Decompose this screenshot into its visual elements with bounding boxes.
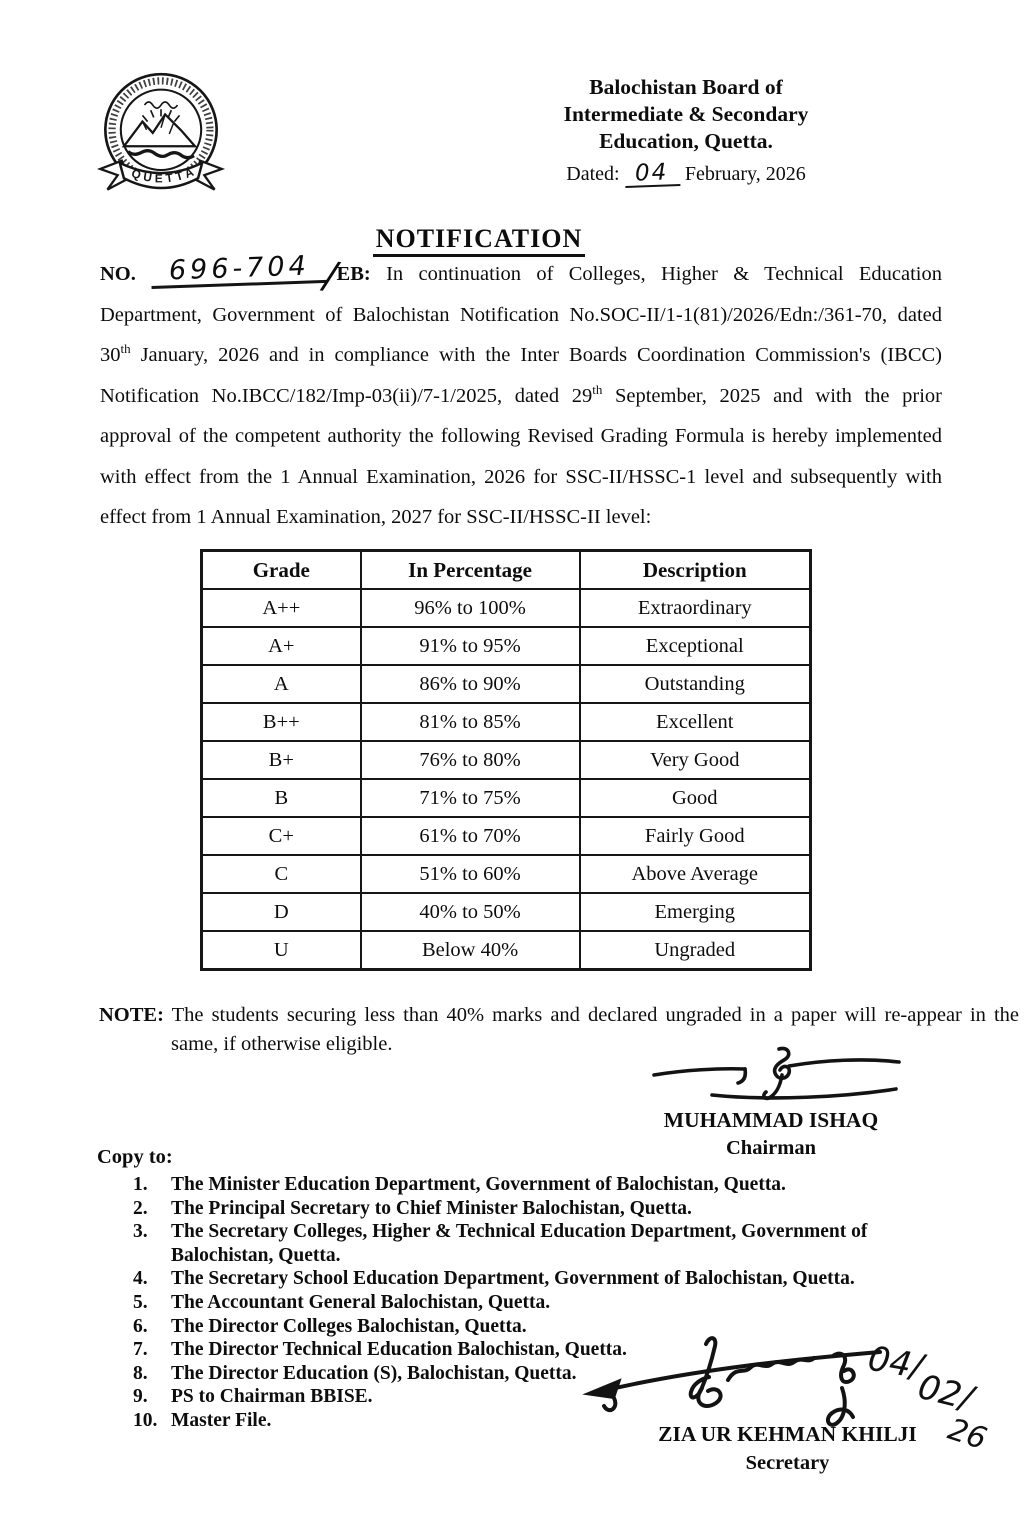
grade-cell: Very Good [580,741,811,779]
ordinal-suffix: th [120,341,131,357]
grading-column-header: Grade [202,551,361,590]
grade-cell: Ungraded [580,931,811,970]
grade-row [202,665,811,703]
dated-rest: February, 2026 [684,163,806,185]
grading-column-header: Description [580,551,811,590]
copy-to-item-number: 10. [133,1409,158,1431]
copy-to-item-number: 4. [133,1268,148,1290]
grade-row [202,741,811,779]
org-header [518,74,854,188]
grade-cell: Outstanding [580,665,811,703]
secretary-date-part-3: 26 [943,1411,991,1458]
grade-cell: U [202,931,361,970]
seal-banner-text: QUETTA [129,163,200,186]
grade-row [202,855,811,893]
copy-to-label: Copy to: [97,1146,173,1168]
grade-cell: 91% to 95% [361,627,580,665]
copy-to-item-number: 5. [133,1291,148,1313]
copy-to-item-text: The Accountant General Balochistan, Quetta. [171,1291,551,1313]
ref-slash: / [321,253,339,298]
grade-cell: B [202,779,361,817]
copy-to-item [133,1220,948,1267]
grade-cell: 40% to 50% [361,893,580,931]
dated-day-handwritten: 04 [624,161,680,188]
copy-to-item-number: 2. [133,1197,148,1219]
grade-cell: 81% to 85% [361,703,580,741]
ordinal-suffix: th [592,381,603,397]
secretary-date-part-2: 02/ [913,1366,977,1420]
grade-cell: C [202,855,361,893]
seal-ring-text [112,81,210,179]
grade-cell: B++ [202,703,361,741]
grade-cell: B+ [202,741,361,779]
seal-lower-band [128,151,194,158]
secretary-date-part-1: 04/ [864,1338,926,1388]
copy-to-item [133,1173,948,1197]
body-text-segment: In continuation of Colleges, Higher & Technical Education Department, Government of Balochistan Notification No.SOC-II/1-1(81)/2026/Edn:/361-70, dated 30 [100,263,943,366]
body-text-segment: January, 2026 and in compliance with the Inter Boards Coordination Commission's (IBCC) Notification No.IBCC/182/Imp-03(ii)/7-1/2025, dated 29 [100,344,942,407]
title-row [0,224,958,254]
grade-cell: Excellent [580,703,811,741]
grading-table [200,549,812,971]
copy-to-item-number: 3. [133,1221,148,1243]
grade-cell: A++ [202,589,361,627]
grade-row [202,931,811,970]
note-label: NOTE: [99,1004,164,1026]
chairman-title: Chairman [726,1137,816,1159]
dated-label: Dated: [566,163,620,185]
copy-to-item-number: 1. [133,1174,148,1195]
grade-cell: 71% to 75% [361,779,580,817]
grade-cell: 96% to 100% [361,589,580,627]
grade-row [202,893,811,931]
grade-cell: Extraordinary [580,589,811,627]
chairman-name: MUHAMMAD ISHAQ [663,1108,879,1132]
copy-to-item [133,1197,948,1221]
grade-cell: Good [580,779,811,817]
copy-to-item-text: The Minister Education Department, Government of Balochistan, Quetta. [171,1174,786,1195]
copy-to-item-text: The Principal Secretary to Chief Minister Balochistan, Quetta. [171,1197,692,1219]
secretary-name: ZIA UR KEHMAN KHILJI [658,1422,917,1446]
copy-to-item-number: 9. [133,1386,148,1408]
ref-number-handwritten: 696-704 [151,252,327,289]
grade-cell: Emerging [580,893,811,931]
mountains-icon [124,114,195,146]
grade-cell: 86% to 90% [361,665,580,703]
grade-cell: Below 40% [361,931,580,970]
grade-row [202,817,811,855]
copy-to-item-number: 8. [133,1362,148,1384]
body-text [100,253,943,528]
body-paragraph [100,250,943,538]
org-line-2: Intermediate & Secondary [563,102,809,126]
copy-to-item-text: Master File. [171,1409,272,1431]
grade-row [202,589,811,627]
grade-cell: Fairly Good [580,817,811,855]
grading-column-header: In Percentage [361,551,580,590]
copy-to-item-text: The Director Technical Education Balochistan, Quetta. [171,1339,627,1361]
grade-cell: A+ [202,627,361,665]
grade-row [202,627,811,665]
secretary-block [615,1420,960,1478]
copy-to-item [133,1291,948,1315]
grade-cell: Above Average [580,855,811,893]
note-text: The students securing less than 40% marks and declared ungraded in a paper will re-appear in the same, if otherwise eligible. [171,1004,1019,1055]
grade-row [202,779,811,817]
board-seal-logo [93,68,229,204]
ref-suffix: EB: [336,263,371,285]
chairman-signature [648,1044,906,1108]
grade-cell: 76% to 80% [361,741,580,779]
copy-to-item-text: The Director Education (S), Balochistan, Quetta. [171,1362,577,1384]
copy-to-item-text: The Director Colleges Balochistan, Quetta. [171,1315,527,1337]
chairman-block [602,1106,940,1162]
seal-calligraphy [145,102,178,108]
body-text-segment: September, 2025 and with the prior approval of the competent authority the following Revised Grading Formula is hereby implemented with effect from the 1 Annual Examination, 2026 for SSC-II/HSSC-1 level and subsequently with effect from 1 Annual Examination, 2027 for SSC-II/HSSC-II level: [100,384,942,528]
grade-row [202,703,811,741]
org-line-3: Education, Quetta. [599,129,773,153]
grading-header-row [202,551,811,590]
dated-line [518,161,854,188]
grade-cell: A [202,665,361,703]
copy-to-item-text: The Secretary School Education Department, Government of Balochistan, Quetta. [171,1268,855,1290]
grade-cell: 51% to 60% [361,855,580,893]
ref-no-label: NO. [100,263,136,285]
grade-cell: D [202,893,361,931]
copy-to-item-number: 7. [133,1339,148,1361]
grade-cell: C+ [202,817,361,855]
copy-to-item [133,1267,948,1291]
grade-cell: Exceptional [580,627,811,665]
copy-to-item-number: 6. [133,1315,148,1337]
copy-to-item-text: The Secretary Colleges, Higher & Technical Education Department, Government of Balochistan, Quetta. [171,1221,868,1266]
secretary-title: Secretary [745,1452,830,1474]
page-title: NOTIFICATION [373,224,586,257]
copy-to-item-text: PS to Chairman BBISE. [171,1386,373,1408]
grading-table-body [202,589,811,970]
org-line-1: Balochistan Board of [589,75,783,99]
grade-cell: 61% to 70% [361,817,580,855]
